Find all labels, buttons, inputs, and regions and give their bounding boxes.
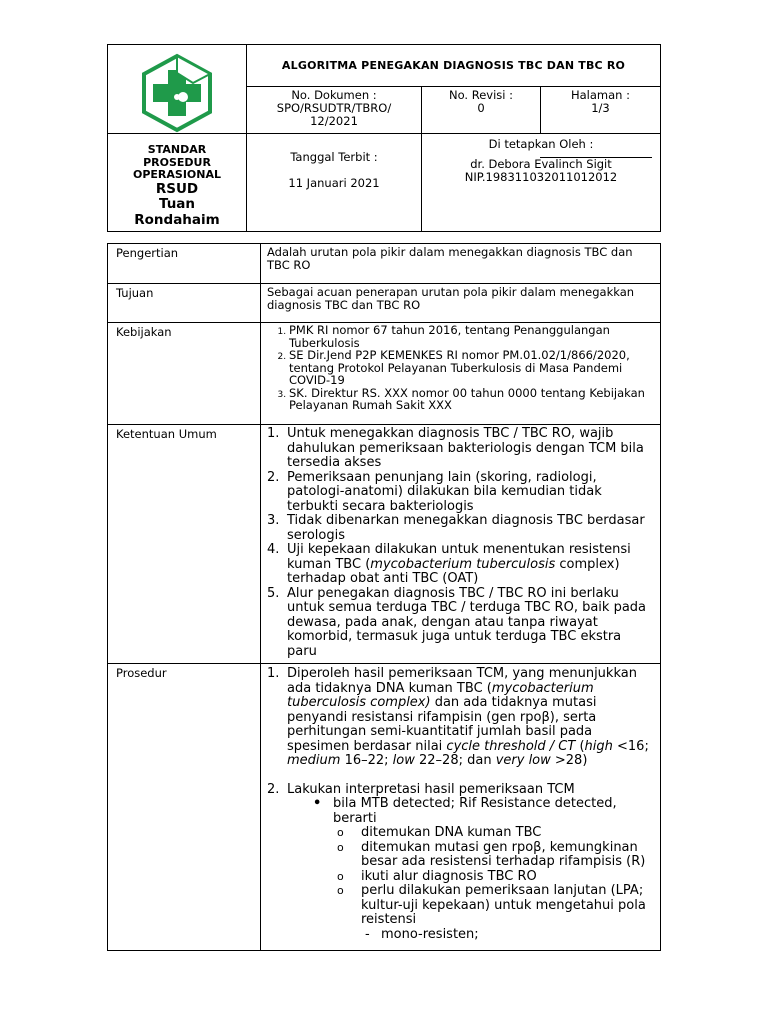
header-table <box>107 44 661 232</box>
kebijakan-content-cell <box>261 323 661 425</box>
prosedur-sub-list <box>333 826 654 942</box>
issue-date-cell <box>247 134 422 232</box>
prosedur-sub-item: o ikuti alur diagnosis TBC RO <box>361 870 654 885</box>
page-cell <box>541 86 661 133</box>
prosedur-dash-item: - mono-resisten; <box>381 928 654 943</box>
rs-line-1: RSUD <box>155 180 199 197</box>
doc-number-value-2: 12/2021 <box>310 113 358 128</box>
prosedur-bullet: • bila MTB detected; Rif Resistance detected, berarti o ditemukan DNA kuman TBC o ditemukan mutasi gen rpoβ, kemungkinan besar ada resistensi terhadap rifampisis (R) o ikuti alur diagnosis TBC RO o perlu dilakukan pemeriksaan lanjutan (LPA; kultur-uji kepekaan) untuk mengetahui pola reistensi - mono-resisten; <box>333 797 654 942</box>
ketentuan-item: Tidak dibenarkan menegakkan diagnosis TBC berdasar serologis <box>287 513 645 543</box>
issue-date-value: 11 Januari 2021 <box>288 176 380 190</box>
ketentuan-item: Untuk menegakkan diagnosis TBC / TBC RO, wajib dahulukan pemeriksaan bakteriologis dengan TCM bila tersedia akses <box>287 426 644 470</box>
ketentuan-label-cell <box>108 425 261 664</box>
page-label: Halaman : <box>570 87 630 102</box>
ketentuan-item: Uji kepekaan dilakukan untuk menentukan resistensi kuman TBC (mycobacterium tuberculosis complex) terhadap obat anti TBC (OAT) <box>287 542 631 586</box>
spo-cell <box>108 134 247 232</box>
prosedur-label-cell <box>108 664 261 951</box>
prosedur-list <box>267 667 654 942</box>
document-title: ALGORITMA PENEGAKAN DIAGNOSIS TBC DAN TBC RO <box>281 59 626 72</box>
prosedur-dash-list <box>361 928 654 943</box>
approved-by-label: Di tetapkan Oleh : <box>488 137 594 151</box>
spo-line-2: PROSEDUR <box>143 155 211 169</box>
revision-label: No. Revisi : <box>448 87 513 102</box>
ketentuan-item: Alur penegakan diagnosis TBC / TBC RO ini berlaku untuk semua terduga TBC / terduga TBC RO, baik pada dewasa, pada anak, dengan atau tanpa riwayat komorbid, termasuk juga untuk terduga TBC ekstra paru <box>287 585 647 659</box>
document-title-cell <box>247 45 661 87</box>
ketentuan-item: Pemeriksaan penunjang lain (skoring, radiologi, patologi-anatomi) dilakukan bila kemudian tidak terbukti secara bakteriologis <box>287 469 602 514</box>
rs-line-2: Tuan <box>158 196 196 212</box>
signer-name: dr. Debora Evalinch Sigit <box>470 157 612 171</box>
issue-date-label: Tanggal Terbit : <box>290 150 378 164</box>
pengertian-label: Pengertian <box>116 246 179 260</box>
doc-number-value-1: SPO/RSUDTR/TBRO/ <box>276 100 392 115</box>
tujuan-text: Sebagai acuan penerapan urutan pola pikir dalam menegakkan diagnosis TBC dan TBC RO <box>267 285 635 312</box>
kebijakan-item: 1. PMK RI nomor 67 tahun 2016, tentang Penanggulangan Tuberkulosis <box>289 324 654 349</box>
prosedur-item: Diperoleh hasil pemeriksaan TCM, yang menunjukkan ada tidaknya DNA kuman TBC (mycobacterium tuberculosis complex) dan ada tidaknya mutasi penyandi resistansi rifampisin (gen rpoβ), serta perhitungan semi-kuantitatif jumlah basil pada spesimen berdasar nilai cycle threshold / CT (high <16; medium 16–22; low 22–28; dan very low >28) <box>287 666 649 768</box>
body-table <box>107 243 661 951</box>
revision-cell <box>422 86 541 133</box>
spo-line-1: STANDAR <box>147 143 207 156</box>
doc-number-label: No. Dokumen : <box>291 87 377 102</box>
ketentuan-list <box>267 427 654 659</box>
spo-line-3: OPERASIONAL <box>132 168 221 181</box>
kebijakan-item: 3. SK. Direktur RS. XXX nomor 00 tahun 0000 tentang Kebijakan Pelayanan Rumah Sakit XXX <box>289 387 654 412</box>
rs-line-3: Rondahaim <box>134 211 220 228</box>
prosedur-sub-item: o ditemukan mutasi gen rpoβ, kemungkinan besar ada resistensi terhadap rifampisis (R) <box>361 841 654 870</box>
kebijakan-list <box>267 324 654 412</box>
prosedur-content-cell <box>261 664 661 951</box>
tujuan-label: Tujuan <box>116 286 154 300</box>
prosedur-item: Lakukan interpretasi hasil pemeriksaan TCM • bila MTB detected; Rif Resistance detected, berarti o ditemukan DNA kuman TBC o ditemukan mutasi gen rpoβ, kemungkinan besar ada resistensi terhadap rifampisis (R) o ikuti alur diagnosis TBC RO o perlu dilakukan pemeriksaan lanjutan (LPA; kultur-uji kepekaan) untuk mengetahui pola reistensi - mono-resisten; <box>283 783 654 943</box>
page-value: 1/3 <box>591 100 610 115</box>
tujuan-content-cell <box>261 284 661 323</box>
logo-cell <box>108 45 247 134</box>
approval-cell <box>422 134 661 232</box>
prosedur-bullet-list <box>287 797 654 942</box>
ketentuan-content-cell <box>261 425 661 664</box>
doc-number-cell <box>247 86 422 133</box>
hospital-logo-icon <box>141 53 213 133</box>
kebijakan-label-cell <box>108 323 261 425</box>
kebijakan-label: Kebijakan <box>116 325 172 339</box>
pengertian-content-cell <box>261 244 661 284</box>
pengertian-label-cell <box>108 244 261 284</box>
prosedur-sub-item: o ditemukan DNA kuman TBC <box>361 826 654 841</box>
revision-value: 0 <box>477 100 485 115</box>
prosedur-sub-item: o perlu dilakukan pemeriksaan lanjutan (LPA; kultur-uji kepekaan) untuk mengetahui pola reistensi - mono-resisten; <box>361 884 654 942</box>
kebijakan-item: 2. SE Dir.Jend P2P KEMENKES RI nomor PM.01.02/1/866/2020, tentang Protokol Pelayanan Tuberkulosis di Masa Pandemi COVID-19 <box>289 349 654 387</box>
prosedur-label: Prosedur <box>116 666 167 680</box>
ketentuan-label: Ketentuan Umum <box>116 427 217 441</box>
tujuan-label-cell <box>108 284 261 323</box>
pengertian-text: Adalah urutan pola pikir dalam menegakkan diagnosis TBC dan TBC RO <box>267 245 633 272</box>
signer-nip: NIP.198311032011012012 <box>464 170 618 184</box>
